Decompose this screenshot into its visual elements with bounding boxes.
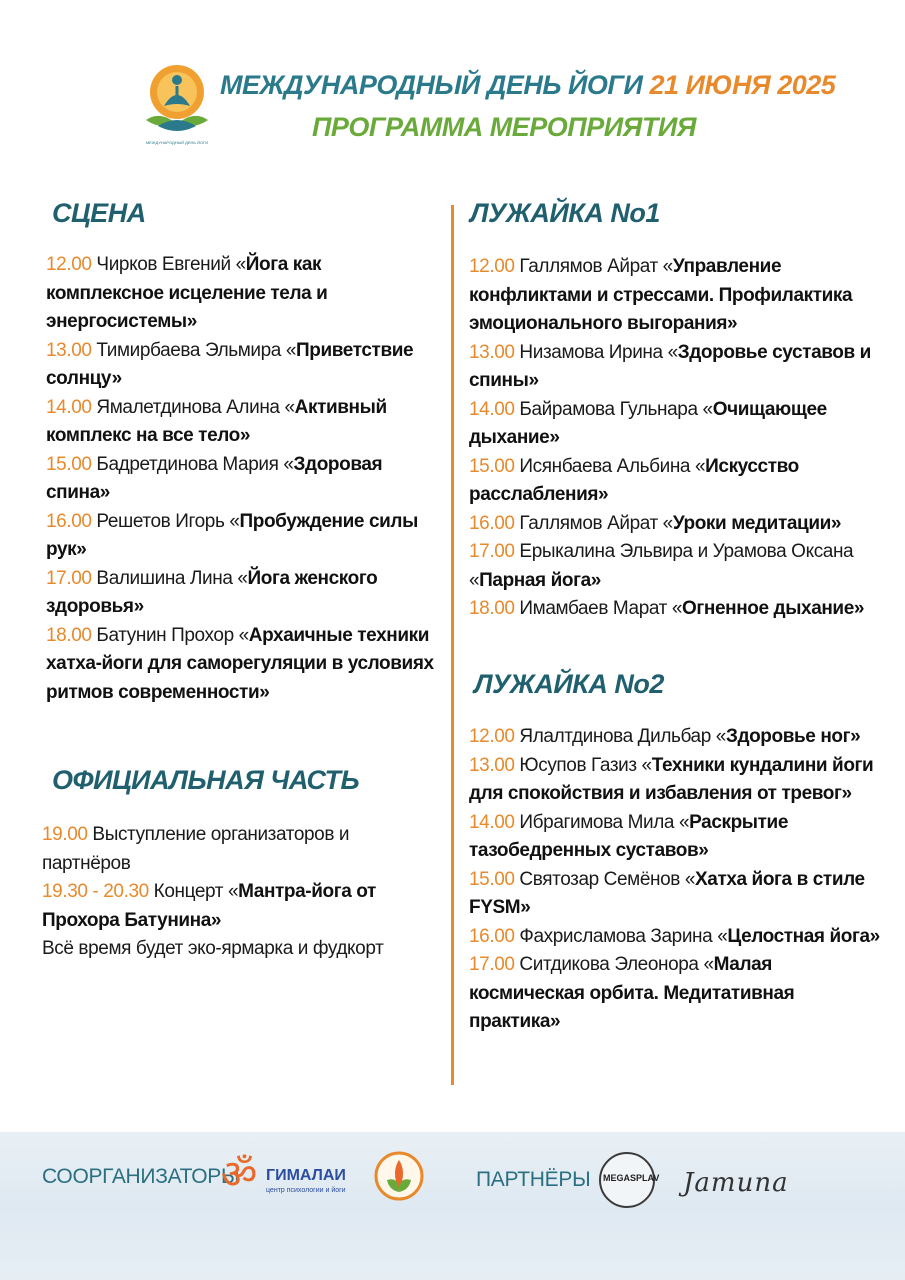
column-divider <box>451 205 454 1085</box>
entry-time: 13.00 <box>469 341 515 363</box>
program-entry <box>46 337 441 394</box>
entry-quote-end: » <box>830 512 842 534</box>
header <box>0 0 905 170</box>
entry-topic: Хатха йога в стиле FYSM <box>469 868 865 918</box>
entry-speaker: Имамбаев Марат « <box>514 598 682 619</box>
entry-topic: Огненное дыхание <box>682 598 854 619</box>
entry-quote-end: » <box>598 484 609 505</box>
entry-quote-end: » <box>850 726 861 747</box>
entry-time: 15.00 <box>469 455 515 477</box>
entry-quote-end: » <box>520 897 531 918</box>
stage-title: СЦЕНА <box>52 198 146 228</box>
program-entry <box>469 253 894 339</box>
stage-list <box>46 251 441 707</box>
entry-time: 12.00 <box>469 726 515 747</box>
entry-speaker: Низамова Ирина « <box>514 341 678 363</box>
program-entry <box>469 923 889 952</box>
entry-speaker: Концерт « <box>148 881 239 902</box>
entry-time: 19.00 <box>42 824 88 845</box>
entry-quote-end: » <box>259 681 270 703</box>
lawn1-list <box>469 253 894 624</box>
program-entry <box>469 595 894 624</box>
entry-time: 16.00 <box>46 510 92 532</box>
entry-time: 14.00 <box>46 396 92 418</box>
program-entry <box>469 809 889 866</box>
entry-topic: Архаичные техники хатха-йоги для саморегуляции в условиях ритмов современности <box>46 624 434 703</box>
title-main: МЕЖДУНАРОДНЫЙ ДЕНЬ ЙОГИ <box>220 70 650 100</box>
entry-quote-end: » <box>590 569 601 591</box>
entry-quote-end: » <box>186 311 197 332</box>
title-date: 21 ИЮНЯ 2025 <box>649 70 836 100</box>
program-entry <box>469 339 894 396</box>
entry-quote-end: » <box>133 596 144 617</box>
entry-speaker: Валишина Лина « <box>91 567 248 589</box>
program-entry <box>46 394 441 451</box>
entry-topic: Малая космическая орбита. Медитативная практика <box>469 954 795 1032</box>
entry-speaker: Ямалетдинова Алина « <box>91 396 295 418</box>
entry-time: 17.00 <box>469 541 515 562</box>
entry-time: 17.00 <box>46 567 92 589</box>
entry-speaker: Галлямов Айрат « <box>514 256 673 277</box>
entry-speaker: Галлямов Айрат « <box>514 512 673 534</box>
entry-speaker: Ялалтдинова Дильбар « <box>514 726 726 747</box>
entry-time: 14.00 <box>469 811 515 833</box>
entry-topic: Техники кундалини йоги для спокойствия и избавления от тревог <box>469 754 874 804</box>
entry-topic: Йога женского здоровья <box>46 567 378 617</box>
om-icon <box>214 1150 264 1196</box>
himalai-name: ГИМАЛАИ <box>266 1167 346 1184</box>
program-entry <box>469 510 894 539</box>
entry-time: 17.00 <box>469 954 515 975</box>
program-entry <box>46 508 441 565</box>
entry-quote-end: » <box>869 925 880 947</box>
himalai-subtitle: центр психологии и йоги <box>266 1187 346 1194</box>
entry-speaker: Ибрагимова Мила « <box>514 811 690 833</box>
entry-quote-end: » <box>727 313 738 334</box>
entry-speaker: Юсупов Газиз « <box>514 754 652 776</box>
jamuna-logo: Jamuna <box>683 1168 789 1198</box>
entry-quote-end: » <box>210 909 222 931</box>
entry-time: 15.00 <box>469 868 515 890</box>
entry-time: 12.00 <box>469 256 515 277</box>
program-entry <box>46 451 441 508</box>
program-entry <box>469 723 889 752</box>
entry-topic: Приветствие солнцу <box>46 339 414 389</box>
entry-speaker: Решетов Игорь « <box>91 510 240 532</box>
program-entry <box>469 951 889 1037</box>
entry-quote-end: » <box>239 425 251 446</box>
entry-speaker: Выступление организаторов и партнёров <box>42 824 350 874</box>
program-entry <box>42 878 442 935</box>
entry-speaker: Батунин Прохор « <box>91 624 249 646</box>
program-entry <box>469 538 894 595</box>
lawn1-title: ЛУЖАЙКА No1 <box>470 198 660 228</box>
entry-quote-end: » <box>550 1011 561 1032</box>
entry-speaker: Святозар Семёнов « <box>514 868 695 890</box>
entry-topic: Здоровая спина <box>46 453 383 503</box>
entry-topic: Целостная йога <box>727 925 870 947</box>
entry-quote-end: » <box>698 840 709 861</box>
entry-speaker: Фахрисламова Зарина « <box>514 925 728 947</box>
official-note: Всё время будет эко-ярмарка и фудкорт <box>42 938 384 959</box>
entry-topic: Искусство расслабления <box>469 455 799 505</box>
program-entry <box>46 565 441 622</box>
lawn2-title: ЛУЖАЙКА No2 <box>474 669 664 699</box>
program-entry <box>46 251 441 337</box>
entry-topic: Управление конфликтами и стрессами. Профилактика эмоционального выгорания <box>469 256 853 334</box>
lawn2-list <box>469 723 889 1037</box>
page-title <box>220 70 835 101</box>
entry-topic: Мантра-йога от Прохора Батунина <box>42 881 376 931</box>
entry-time: 19.30 - 20.30 <box>42 881 149 902</box>
page-subtitle: ПРОГРАММА МЕРОПРИЯТИЯ <box>312 112 696 142</box>
official-entries <box>42 821 442 935</box>
coorganizers-label: СООРГАНИЗАТОРЫ <box>42 1165 240 1188</box>
entry-time: 18.00 <box>469 598 515 619</box>
official-list <box>42 821 442 964</box>
entry-time: 14.00 <box>469 398 515 420</box>
entry-time: 16.00 <box>469 925 515 947</box>
entry-time: 16.00 <box>469 512 515 534</box>
program-entry <box>42 821 442 878</box>
entry-time: 12.00 <box>46 254 92 275</box>
entry-topic: Йога как комплексное исцеление тела и энергосистемы <box>46 254 328 332</box>
coorganizer-emblem-icon <box>373 1150 425 1204</box>
program-entry <box>469 866 889 923</box>
partners-label: ПАРТНЁРЫ <box>476 1168 591 1191</box>
entry-quote-end: » <box>841 783 852 804</box>
entry-topic: Парная йога <box>479 569 591 591</box>
entry-quote-end: » <box>549 427 560 448</box>
program-entry <box>469 752 889 809</box>
entry-speaker: Тимирбаева Эльмира « <box>91 339 297 361</box>
entry-time: 15.00 <box>46 453 92 475</box>
entry-topic: Здоровье суставов и спины <box>469 341 871 391</box>
svg-text:ॐ: ॐ <box>220 1152 258 1196</box>
entry-topic: Активный комплекс на все тело <box>46 396 387 446</box>
entry-time: 13.00 <box>469 754 515 776</box>
program-entry <box>469 453 894 510</box>
footer <box>0 1132 905 1280</box>
entry-speaker: Ситдикова Элеонора « <box>514 954 714 975</box>
entry-speaker: Исянбаева Альбина « <box>514 455 706 477</box>
entry-topic: Пробуждение силы рук <box>46 510 418 560</box>
entry-topic: Здоровье ног <box>725 726 851 747</box>
official-title: ОФИЦИАЛЬНАЯ ЧАСТЬ <box>52 765 360 795</box>
entry-topic: Уроки медитации <box>672 512 831 534</box>
logo-caption: МЕЖДУНАРОДНЫЙ ДЕНЬ ЙОГИ <box>145 140 209 145</box>
entry-time: 13.00 <box>46 339 92 361</box>
entry-topic: Раскрытие тазобедренных суставов <box>469 811 788 861</box>
entry-topic: Очищающее дыхание <box>469 398 827 448</box>
entry-quote-end: » <box>111 368 122 389</box>
megasplav-text: MEGASPLAV <box>603 1173 660 1183</box>
entry-speaker: Ерыкалина Эльвира и Урамова Оксана « <box>469 541 854 591</box>
entry-quote-end: » <box>528 370 539 391</box>
entry-time: 18.00 <box>46 624 92 646</box>
yoga-lotus-logo-icon <box>140 62 215 150</box>
entry-speaker: Байрамова Гульнара « <box>514 398 713 420</box>
entry-speaker: Чирков Евгений « <box>91 254 246 275</box>
entry-quote-end: » <box>76 539 87 560</box>
entry-quote-end: » <box>99 482 110 503</box>
program-entry <box>46 622 441 708</box>
entry-speaker: Бадретдинова Мария « <box>91 453 294 475</box>
entry-quote-end: » <box>853 598 865 619</box>
program-entry <box>469 396 894 453</box>
